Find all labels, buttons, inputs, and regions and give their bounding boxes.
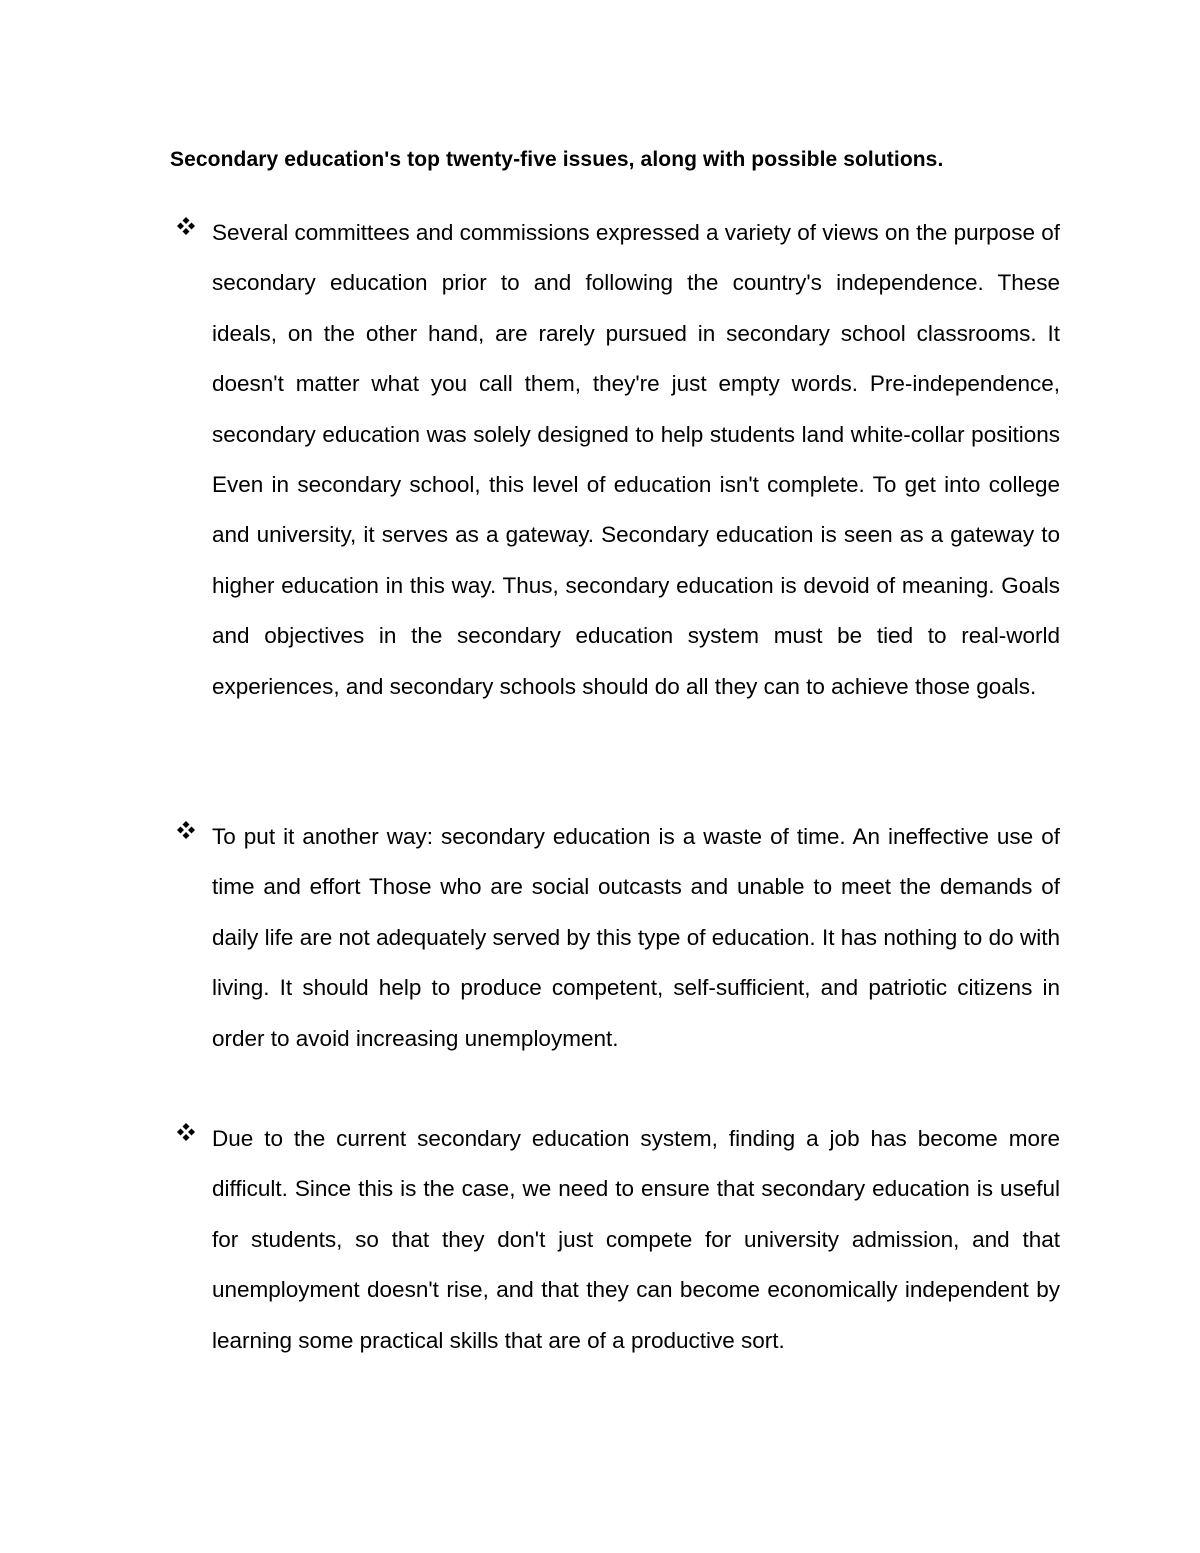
bullet-paragraph: Due to the current secondary education system, finding a job has become more difficult. Since this is the case, we need to ensure that secondary education is useful for students, so that they don't just compete for university admission, and that unemployment doesn't rise, and that they can become economically independent by learning some practical skills that are of a productive sort. [212, 1126, 1060, 1353]
bullet-item [176, 812, 1060, 1064]
document-title: Secondary education's top twenty-five issues, along with possible solutions. [170, 148, 944, 171]
four-diamond-bullet-icon [176, 1122, 196, 1142]
bullet-item [176, 208, 1060, 712]
bullet-paragraph: To put it another way: secondary education is a waste of time. An ineffective use of time and effort Those who are social outcasts and unable to meet the demands of daily life are not adequately served by this type of education. It has nothing to do with living. It should help to produce competent, self-sufficient, and patriotic citizens in order to avoid increasing unemployment. [212, 824, 1060, 1051]
four-diamond-bullet-icon [176, 216, 196, 236]
bullet-paragraph: Several committees and commissions expressed a variety of views on the purpose of secondary education prior to and following the country's independence. These ideals, on the other hand, are rarely pursued in secondary school classrooms. It doesn't matter what you call them, they're just empty words. Pre-independence, secondary education was solely designed to help students land white-collar positions Even in secondary school, this level of education isn't complete. To get into college and university, it serves as a gateway. Secondary education is seen as a gateway to higher education in this way. Thus, secondary education is devoid of meaning. Goals and objectives in the secondary education system must be tied to real-world experiences, and secondary schools should do all they can to achieve those goals. [212, 220, 1060, 699]
bullet-item [176, 1114, 1060, 1366]
four-diamond-bullet-icon [176, 820, 196, 840]
